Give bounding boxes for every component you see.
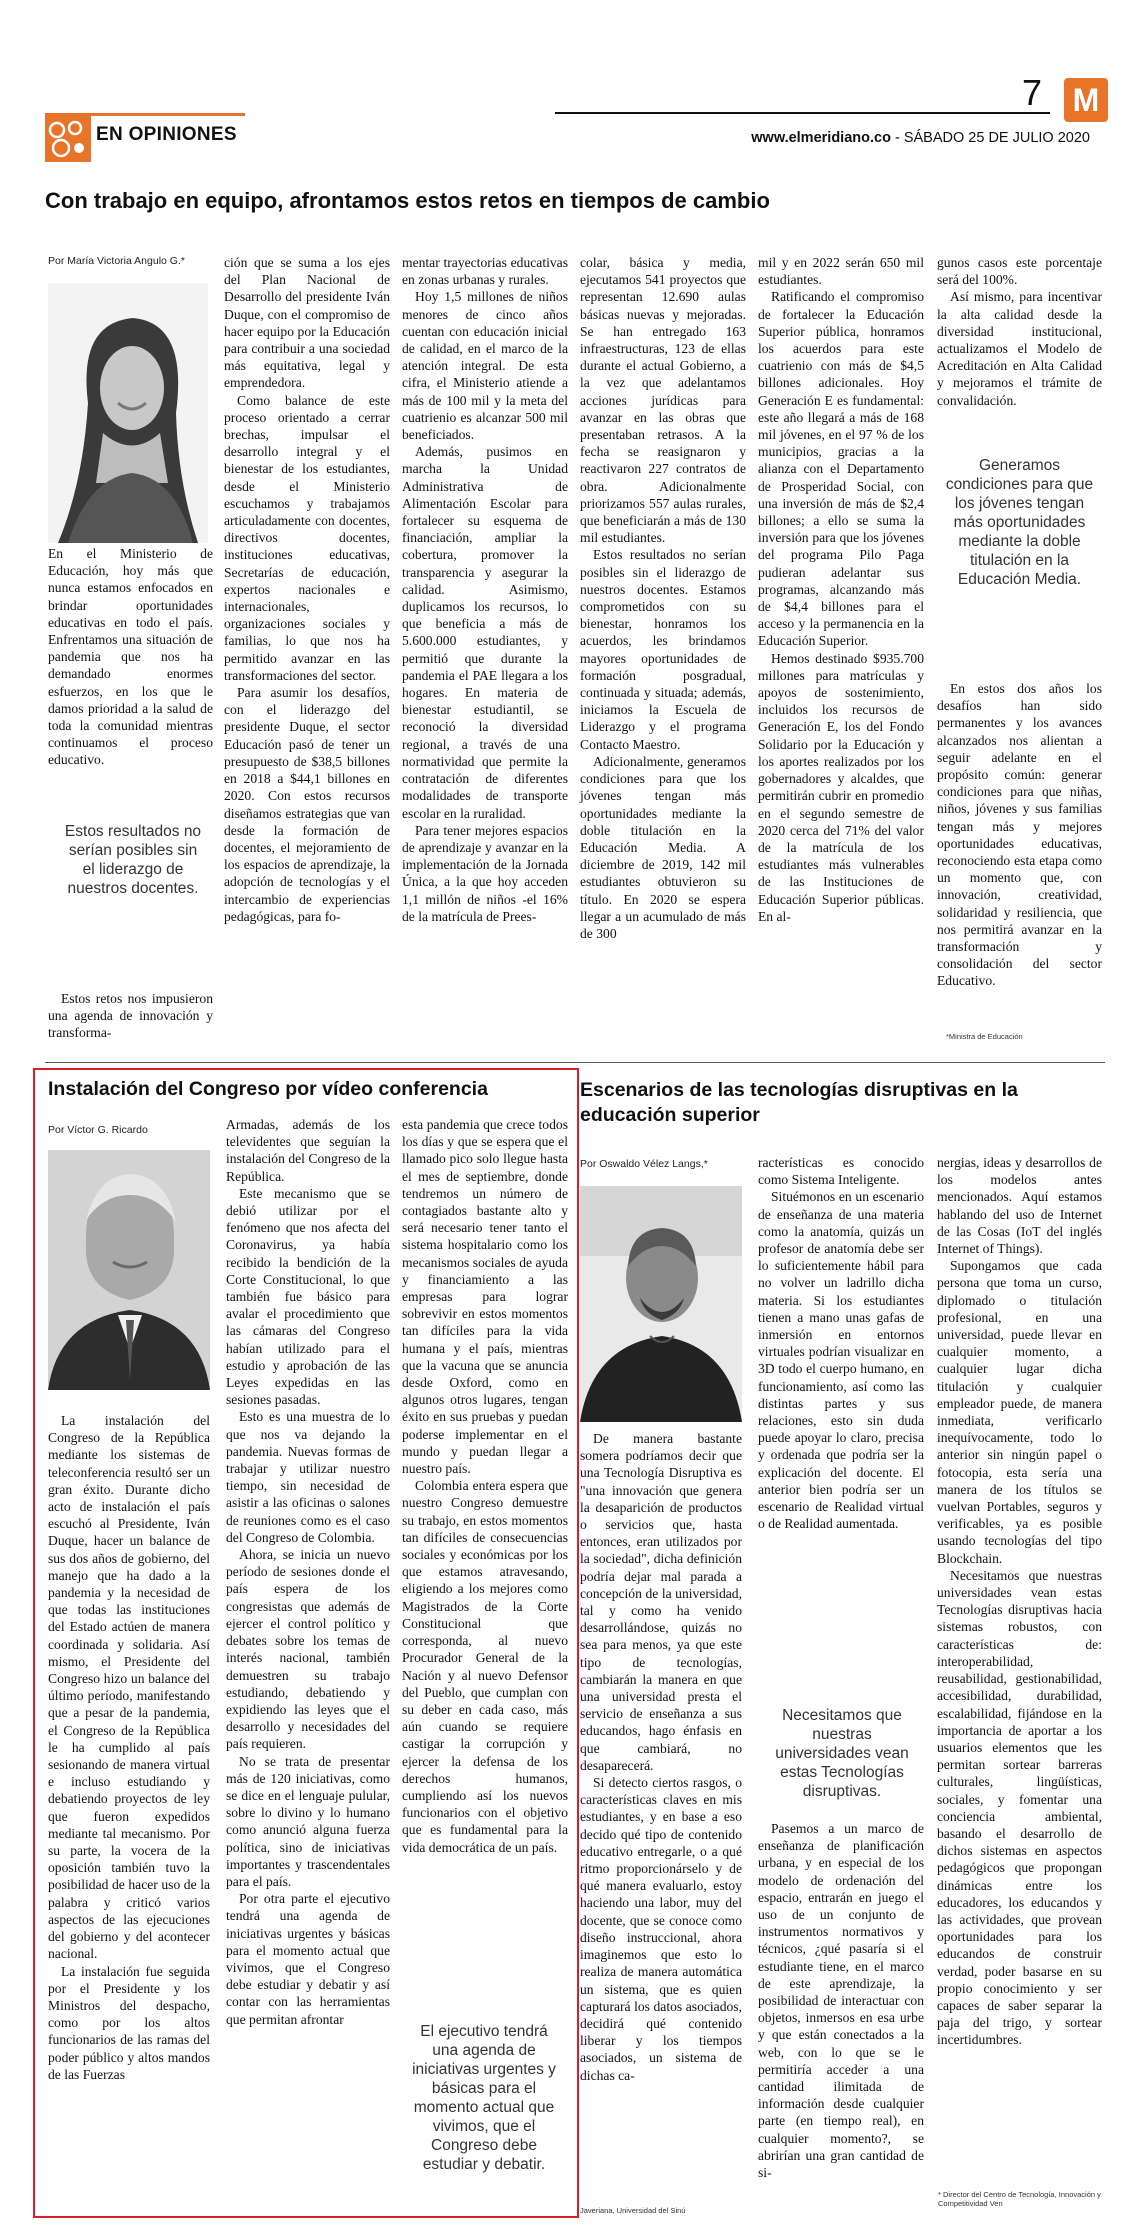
article1-column-6-end: [937, 680, 1102, 990]
paragraph: Además, pusimos en marcha la Unidad Administrativa de Alimentación Escolar para fortalecer su esquema de financiación, ampliar la cobertura, promover la transparencia y asegurar la calidad. Asimismo, duplicamos los recursos, lo que beneficia a más de 5.600.000 estudiantes, y permitió que durante la pandemia el PAE llegara a los hogares. En materia de bienestar estudiantil, se reconoció la diversidad regional, a través de una normatividad que permite la contratación de diferentes modalidades de transporte escolar en la ruralidad.: [402, 444, 568, 821]
paragraph: Así mismo, para incentivar la alta calidad desde la diversidad institucional, actualizamos el Modelo de Acreditación en Alta Calidad y mejoramos el trámite de convalidación.: [937, 289, 1102, 408]
paragraph: Estos retos nos impusieron una agenda de innovación y transforma-: [48, 991, 213, 1041]
author-photo-velez: [580, 1186, 742, 1422]
article3-byline: Por Oswaldo Vélez Langs,*: [580, 1158, 708, 1170]
paragraph: esta pandemia que crece todos los días y que se espera que el llamado pico solo llegue hasta el mes de septiembre, donde tendremos un número de contagiados bastante alto y será necesario tener tanto el sistema hospitalario como los mecanismos sociales de ayuda y financiamiento a las empresas para lograr sobrevivir en estos momentos tan difíciles para la vida humana y el país, mientras que la vacuna que se anuncia desde Oxford, como en algunos otros lugares, tengan éxito en sus pruebas y puedan poderse implementar en el mundo y puedan llegar a nuestro país.: [402, 1117, 568, 1477]
paragraph: No se trata de presentar más de 120 iniciativas, como se dice en el lenguaje pulular, sobre lo divino y lo humano como anunció alguna fuerza política, sino de iniciativas importantes y trascendentales para el país.: [226, 1753, 390, 1889]
paragraph: nergias, ideas y desarrollos de los modelos antes mencionados. Aquí estamos hablando del uso de Internet de las Cosas (IoT del inglés Internet of Things).: [937, 1155, 1102, 1257]
article1-column-1: [48, 545, 213, 769]
section-divider: [45, 1062, 1105, 1063]
article2-column-1: [48, 1412, 210, 2083]
paragraph: Pasemos a un marco de enseñanza de planificación urbana, y en especial de los modelo de ordenación del espacio, entrarán en juego el uso de un conjunto de instrumentos normativos y técnicos, ¿qué pasaría si el estudiante tiene, en el marco de este aprendizaje, la posibilidad de interactuar con objetos, inmersos en esa urbe y que están conectados a la web, con lo que se le permitiría acceder a una cantidad ilimitada de información desde cualquier parte (en tiempo real), en cualquier momento?, se abrirían una gran cantidad de si-: [758, 1821, 924, 2181]
header-rule: [555, 112, 1050, 114]
dateline: [751, 130, 1090, 146]
date: SÁBADO 25 DE JULIO 2020: [903, 130, 1090, 146]
article3-column-2: [758, 1154, 924, 1532]
paragraph: racterísticas es conocido como Sistema Inteligente.: [758, 1155, 924, 1188]
paragraph: Hoy 1,5 millones de niños menores de cinco años cuentan con educación inicial de calidad, en el marco de la atención integral. De esta cifra, el Ministerio atiende a más de 100 mil y la meta del cuatrienio es alcanzar 500 mil beneficiados.: [402, 289, 568, 443]
paragraph: mil y en 2022 serán 650 mil estudiantes.: [758, 255, 924, 288]
paragraph: Para asumir los desafíos, con el liderazgo del presidente Duque, el sector Educación pasó de tener un presupuesto de $38,5 billones en 2018 a $44,1 billones en 2020. Con estos recursos diseñamos estrategias que van desde la formación de docentes, el mejoramiento de los espacios de aprendizaje, la adopción de tecnologías y el intercambio de experiencias pedagógicas, para fo-: [224, 685, 390, 924]
paragraph: gunos casos este porcentaje será del 100%.: [937, 255, 1102, 288]
paragraph: La instalación del Congreso de la República mediante los sistemas de teleconferencia resultó ser un gran éxito. Durante dicho acto de instalación el país escuchó al Presidente, Iván Duque, hacer un balance de sus dos años de gobierno, del manejo que ha dado a la pandemia y la necesidad de que todas las instituciones del Estado actúen de manera coordinada y solidaria. Así mismo, el Presidente del Congreso hizo un balance del último período, manifestando que a pesar de la pandemia, el Congreso de la República le ha cumplido al país sesionando de manera virtual e incluso estudiando y debatiendo proyectos de ley que fueron expedidos mediante tal mecanismo. Por su parte, la vocera de la oposición también tuvo la posibilidad de hacer uso de la palabra y criticó varios aspectos de las ejecuciones del gobierno y del acontecer nacional.: [48, 1413, 210, 1962]
paragraph: Para tener mejores espacios de aprendizaje y avanzar en la implementación de la Jornada Única, a la que hoy acceden 1,1 millón de niños -el 16% de la matrícula de Prees-: [402, 822, 568, 924]
article2-pullquote: El ejecutivo tendrá una agenda de iniciativas urgentes y básicas para el momento actual que vivimos, que el Congreso debe estudiar y debatir.: [412, 2023, 556, 2173]
paragraph: Necesitamos que nuestras universidades vean estas Tecnologías disruptivas hacia sistemas robustos, con características de: interoperabilidad, reusabilidad, gestionabilidad, accesibilidad, durabilidad, escalabilidad, fijándose en la importancia de aportar a los usuarios elementos que les permitan sortear barreras culturales, lingüísticas, sociales, y fomentar una conciencia ambiental, basando el desarrollo de dichos sistemas en aspectos pedagógicos que propongan dinámicas entre los educadores, los educandos y las actividades, que provean oportunidades para los educandos de construir verdad, poder basarse en su propio conocimiento y ser capaces de saber separar la paja del trigo, y sortear incertidumbres.: [937, 1567, 1102, 2048]
article3-headline: Escenarios de las tecnologías disruptivas en la educación superior: [580, 1079, 1018, 1126]
paragraph: Colombia entera espera que nuestro Congreso demuestre su trabajo, en estos momentos tan difíciles de consecuencias sociales y económicas por los que estamos atravesando, eligiendo a los mejores como Magistrados de la Corte Constitucional que corresponda, al nuevo Procurador General de la Nación y al nuevo Defensor del Pueblo, que cumplan con su deber en cada caso, más aún cuando se requiere castigar la corrupción y ejercer la defensa de los derechos humanos, cumpliendo así los nuevos funcionarios con el objetivo que es fundamental para la vida democrática de un país.: [402, 1478, 568, 1855]
article3-column-2-end: [758, 1820, 924, 2181]
page-number: 7: [1022, 72, 1043, 113]
paragraph: Armadas, además de los televidentes que seguían la instalación del Congreso de la República.: [226, 1117, 390, 1184]
article1-pullquote-2: Generamos condiciones para que los jóvenes tengan más oportunidades mediante la doble titulación en la Educación Media.: [945, 457, 1094, 588]
paragraph: Situémonos en un escenario de enseñanza de una materia como la anatomía, quizás un profesor de anatomía debe ser lo suficientemente hábil para no volver un ladrillo dicha materia. Si los estudiantes tienen a mano unas gafas de inmersión en entornos virtuales podrían visualizar en 3D todo el cuerpo humano, en funcionamiento, así como las distintas partes y sus relaciones, esto sin duda puede apoyar lo claro, precisa y ordenada que podría ser la explicación del docente. El anterior bien podría ser un escenario de Realidad virtual o de Realidad aumentada.: [758, 1189, 924, 1532]
article1-column-4: [580, 254, 746, 942]
author-photo-ricardo: [48, 1150, 210, 1390]
date-separator: -: [890, 130, 904, 146]
article3-column-3: [937, 1154, 1102, 2049]
article3-column-1: [580, 1430, 742, 2084]
article2-column-2: [226, 1116, 390, 2028]
paragraph: Estos resultados no serían posibles sin el liderazgo de nuestros docentes. Estamos comprometidos con su bienestar, honramos los acuerdos, les brindamos mayores oportunidades de formación posgradual, continuada y situada; además, iniciamos la Escuela de Liderazgo y el programa Contacto Maestro.: [580, 547, 746, 752]
paragraph: mentar trayectorias educativas en zonas urbanas y rurales.: [402, 255, 568, 288]
paragraph: Si detecto ciertos rasgos, o características claves en mis estudiantes, y en base a eso decido qué tipo de contenido educativo entregarle, o a qué ritmo proporcionárselo y de qué manera evaluarlo, estoy haciendo una labor, muy del docente, que se conoce como diseño instruccional, ahora imaginemos que esto lo realiza de manera automática un sistema, que es quien capturará los datos asociados, decidirá qué contenido liberar y los tiempos asociados, un sistema de dichas ca-: [580, 1775, 742, 2083]
paragraph: Adicionalmente, generamos condiciones para que los jóvenes tengan más oportunidades mediante la doble titulación en la Educación Media. A diciembre de 2019, 142 mil estudiantes obtuvieron su título. En 2020 se espera llegar a un acumulado de más de 300: [580, 753, 746, 941]
paragraph: colar, básica y media, ejecutamos 541 proyectos que representan 12.690 aulas básicas nuevas y mejoradas. Se han entregado 163 infraestructuras, 123 de ellas durante el actual Gobierno, a la vez que adelantamos acciones jurídicas para avanzar en las obras que presentaban retrasos. A la fecha se reasignaron y reactivaron 227 contratos de obra. Adicionalmente priorizamos 557 aulas rurales, que beneficiarán a más de 130 mil estudiantes.: [580, 255, 746, 546]
paragraph: Esto es una muestra de lo que nos va dejando la pandemia. Nuevas formas de trabajar y utilizar nuestro tiempo, sin necesidad de asistir a las oficinas o salones de reuniones como es el caso del Congreso de Colombia.: [226, 1409, 390, 1545]
article3-footnote: * Director del Centro de Tecnología, Innovación y Competitividad Ven: [938, 2190, 1101, 2208]
article2-byline: Por Víctor G. Ricardo: [48, 1124, 148, 1136]
article1-pullquote-1: Estos resultados no serían posibles sin el liderazgo de nuestros docentes.: [64, 823, 202, 897]
paragraph: Ahora, se inicia un nuevo período de sesiones donde el país espera de los congresistas que además de ejercer el control político y debates sobre los temas de interés nacional, también demuestren su trabajo estudiando, debatiendo y expidiendo las leyes que el desarrollo y necesidades del país requieren.: [226, 1547, 390, 1752]
paragraph: ción que se suma a los ejes del Plan Nacional de Desarrollo del presidente Iván Duque, con el compromiso de hacer equipo por la Educación para contribuir a una sociedad más equitativa, legal y emprendedora.: [224, 255, 390, 391]
article3-footnote-2: Javeriana, Universidad del Sinú: [580, 2206, 686, 2215]
article1-headline: Con trabajo en equipo, afrontamos estos retos en tiempos de cambio: [45, 188, 770, 213]
website: www.elmeridiano.co: [751, 130, 891, 146]
article1-column-5: [758, 254, 924, 925]
paragraph: De manera bastante somera podríamos decir que una Tecnología Disruptiva es "una innovación que genera la desaparición de productos o servicios que, hasta entonces, eran utilizados por la sociedad", dicha definición podría dejar mal parada a concepción de la universidad, tal y como ha venido desarrollándose, quizás no sea para menos, ya que este tipo de tecnologías, cambiarán la manera en que una universidad presta el servicio de enseñanza a sus educandos, hago énfasis en que cambiará, no desaparecerá.: [580, 1431, 742, 1773]
paragraph: Por otra parte el ejecutivo tendrá una agenda de iniciativas urgentes y básicas para el momento actual que vivimos, que el Congreso debe estudiar y debatir y así contar con las herramientas que permitan afrontar: [226, 1891, 390, 2027]
article1-footnote: *Ministra de Educación: [946, 1032, 1023, 1041]
paragraph: En estos dos años los desafíos han sido permanentes y los avances alcanzados nos alientan a seguir adelante en el propósito común: generar condiciones para que niñas, niños, jóvenes y sus familias tengan más y mejores oportunidades educativas, reconociendo esta etapa como un momento que, con innovación, creatividad, solidaridad y resiliencia, que nos permitirá avanzar en la transformación y consolidación del sector Educativo.: [937, 681, 1102, 989]
article2-headline: Instalación del Congreso por vídeo conferencia: [48, 1078, 488, 1100]
article1-column-3: [402, 254, 568, 925]
article1-column-6: [937, 254, 1102, 409]
paragraph: Hemos destinado $935.700 millones para matrículas y apoyos de sostenimiento, incluidos los recursos de Generación E, los del Fondo Solidario por la Educación y los aportes realizados por los gobernadores y alcaldes, que permitirán cubrir en promedio en el segundo semestre de 2020 cerca del 71% del valor de la matrícula de los estudiantes más vulnerables de las Instituciones de Educación Superior públicas. En al-: [758, 650, 924, 924]
paragraph: Este mecanismo que se debió utilizar por el fenómeno que nos afecta del Coronavirus, ya había recibido la bendición de la Corte Constitucional, lo que también fue básico para avalar el procedimiento que las cámaras del Congreso habían utilizado para el estudio y aprobación de las Leyes expedidas en las sesiones pasadas.: [226, 1185, 390, 1408]
author-photo-angulo: [48, 283, 208, 543]
paragraph: Ratificando el compromiso de fortalecer la Educación Superior pública, honramos los acuerdos para este cuatrienio con más de $4,5 billones adicionales. Hoy Generación E es fundamental: este año llegará a más de 168 mil jóvenes, en el 97 % de los municipios, gracias a la alianza con el Departamento de Prosperidad Social, con una inversión de más de $2,4 billones; a ello se suma la inversión para que los jóvenes del programa Pilo Paga pudieran adelantar sus programas, alcanzando más de $4,4 billones para el acceso y la permanencia en la Educación Superior.: [758, 289, 924, 649]
section-label: EN OPINIONES: [96, 124, 237, 145]
opinion-icon: [45, 116, 91, 162]
article1-column-2: [224, 254, 390, 925]
paragraph: Supongamos que cada persona que toma un curso, diplomado o titulación profesional, en una universidad, puede llevar en cualquier momento, a cualquier lugar dicha titulación y cualquier empleador puede, de manera inmediata, verificarlo inequívocamente, todo lo anterior sin ningún papel o fotocopia, esta sería una manera de los títulos se vuelvan Portables, seguros y verificables, ya es posible usando tecnologías del tipo Blockchain.: [937, 1258, 1102, 1566]
article1-column-1-end: [48, 990, 213, 1042]
paragraph: En el Ministerio de Educación, hoy más que nunca estamos enfocados en brindar oportunidades educativas en todo el país. Enfrentamos una situación de pandemia que nos ha demandado enormes esfuerzos, en los que le damos prioridad a la salud de toda la comunidad mientras continuamos el proceso educativo.: [48, 546, 213, 768]
article1-byline: Por María Victoria Angulo G.*: [48, 255, 185, 267]
article3-pullquote: Necesitamos que nuestras universidades vean estas Tecnologías disruptivas.: [775, 1707, 909, 1800]
paragraph: La instalación fue seguida por el Presidente y los Ministros del despacho, como por los altos funcionarios de las ramas del poder público y altos mandos de las Fuerzas: [48, 1963, 210, 2082]
paragraph: Como balance de este proceso orientado a cerrar brechas, impulsar el desarrollo integral y el bienestar de los estudiantes, desde el Ministerio escuchamos y trabajamos articuladamente con docentes, directivos docentes, instituciones educativas, Secretarías de educación, expertos nacionales e internacionales, organizaciones sociales y familias, lo que nos ha permitido avanzar en las transformaciones del sector.: [224, 392, 390, 683]
article2-column-3: [402, 1116, 568, 1856]
newspaper-logo: M: [1064, 78, 1108, 122]
